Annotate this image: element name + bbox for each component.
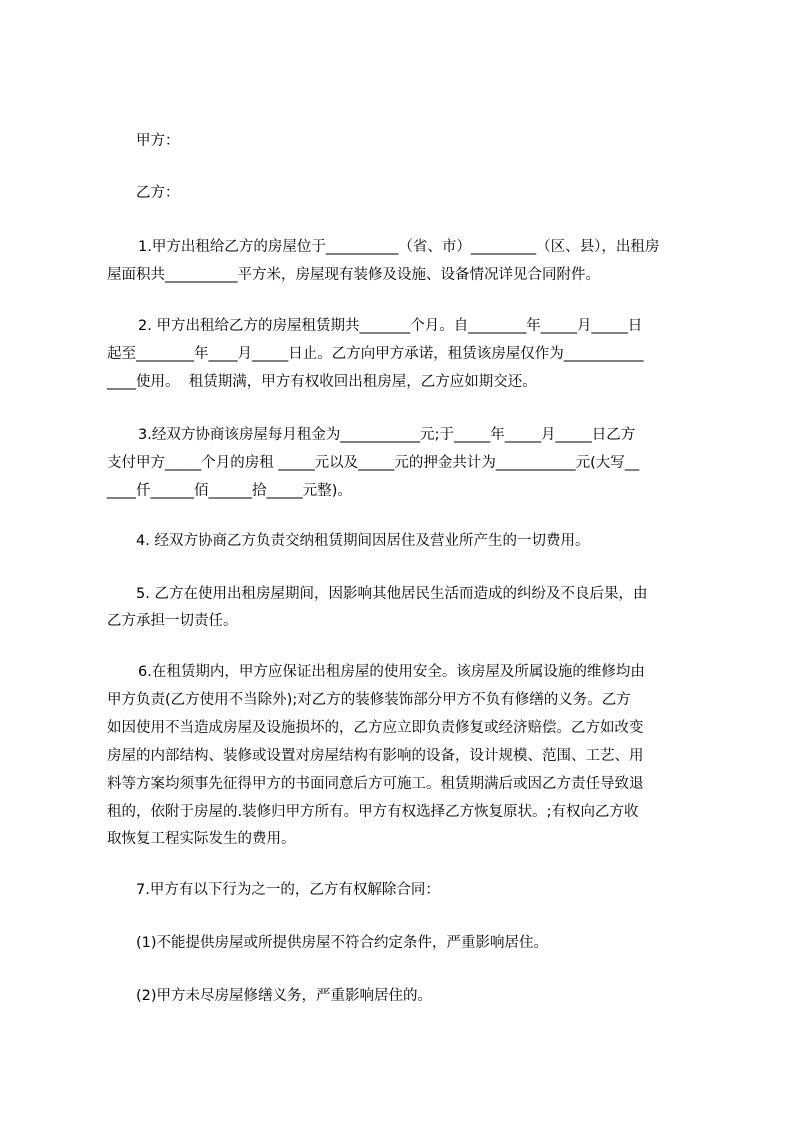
clause-5-line-1: 5. 乙方在使用出租房屋期间，因影响其他居民生活而造成的纠纷及不良后果，由 <box>136 586 648 602</box>
clause-3-line-3: ____仟______佰______拾_____元整)。 <box>107 483 352 499</box>
clause-6-line-2: 甲方负责(乙方使用不当除外);对乙方的装修装饰部分甲方不负有修缮的义务。乙方 <box>107 692 631 708</box>
clause-1-line-2: 屋面积共__________平方米，房屋现有装修及设施、设备情况详见合同附件。 <box>107 267 600 283</box>
clause-5-line-2: 乙方承担一切责任。 <box>107 613 238 629</box>
clause-3-line-1: 3.经双方协商该房屋每月租金为___________元;于_____年_____月_____日乙方 <box>138 427 636 443</box>
clause-6-line-5: 料等方案均须事先征得甲方的书面同意后方可施工。租赁期满后或因乙方责任导致退 <box>107 776 644 792</box>
party-a-label: 甲方： <box>136 133 180 149</box>
clause-6-line-4: 房屋的内部结构、装修或设置对房屋结构有影响的设备，设计规模、范围、工艺、用 <box>107 748 644 764</box>
clause-3-line-2: 支付甲方_____个月的房租 _____元以及_____元的押金共计为___________元(大写__ <box>107 455 640 471</box>
clause-7-line-1: 7.甲方有以下行为之一的，乙方有权解除合同： <box>136 882 440 898</box>
clause-6-line-1: 6.在租赁期内，甲方应保证出租房屋的使用安全。该房屋及所属设施的维修均由 <box>138 664 645 680</box>
clause-2-line-3: ____使用。 租赁期满，甲方有权收回出租房屋，乙方应如期交还。 <box>107 374 537 390</box>
clause-2-line-2: 起至________年____月_____日止。乙方向甲方承诺，租赁该房屋仅作为___________ <box>107 346 644 362</box>
clause-1-line-1: 1.甲方出租给乙方的房屋位于__________（省、市）_________（区、县），出租房 <box>138 239 660 255</box>
clause-6-line-3: 如因使用不当造成房屋及设施损坏的，乙方应立即负责修复或经济赔偿。乙方如改变 <box>107 720 644 736</box>
clause-6-line-7: 取恢复工程实际发生的费用。 <box>107 831 296 847</box>
clause-7-item-2: (2)甲方未尽房屋修缮义务，严重影响居住的。 <box>136 988 433 1004</box>
party-b-label: 乙方： <box>136 185 180 201</box>
clause-7-item-1: (1)不能提供房屋或所提供房屋不符合约定条件，严重影响居住。 <box>136 935 549 951</box>
clause-6-line-6: 租的，依附于房屋的.装修归甲方所有。甲方有权选择乙方恢复原状。;有权向乙方收 <box>107 804 639 820</box>
clause-4-line-1: 4. 经双方协商乙方负责交纳租赁期间因居住及营业所产生的一切费用。 <box>136 533 590 549</box>
clause-2-line-1: 2. 甲方出租给乙方的房屋租赁期共_______个月。自________年_____月_____日 <box>138 318 643 334</box>
